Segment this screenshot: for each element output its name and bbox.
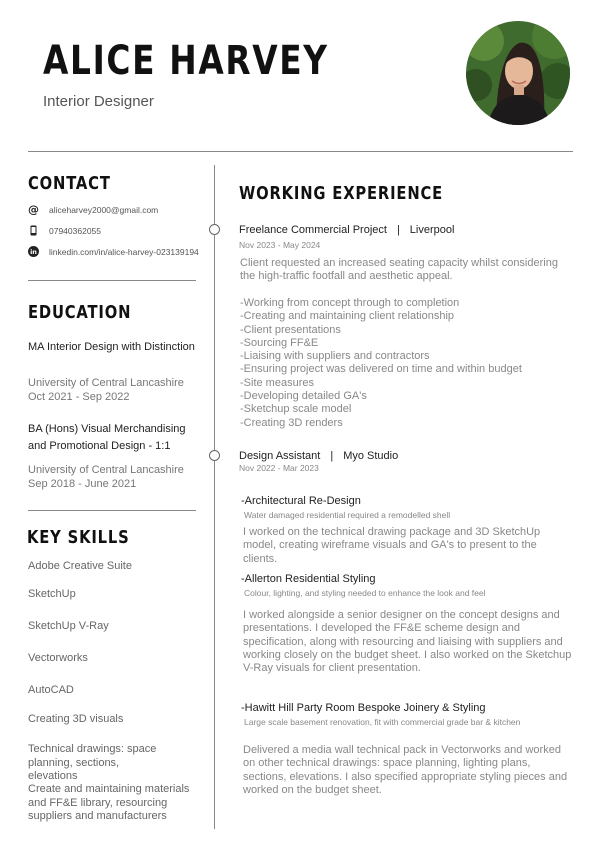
education-institution-2: University of Central Lancashire (28, 464, 184, 476)
project-title-2: -Allerton Residential Styling (241, 573, 376, 585)
skill-item: Technical drawings: space planning, sections, elevations (28, 743, 157, 782)
responsibility-item: -Sourcing FF&E (240, 336, 319, 349)
job-place: Liverpool (409, 224, 455, 236)
header-divider (28, 151, 573, 152)
svg-text:in: in (30, 248, 37, 256)
project-subtitle-2: Colour, lighting, and styling needed to enhance the look and feel (244, 588, 486, 598)
job-role: Design Assistant (239, 450, 321, 462)
timeline-node-1 (209, 224, 220, 235)
project-description-2: I worked alongside a senior designer on the concept designs and presentations. I developed the FF&E scheme design and specification, along with resourcing and liaising with suppliers and working closely on the budget sheet. I also worked on the Sketchup V-Ray visuals for client presentation. (243, 609, 572, 675)
job-dates-1: Nov 2023 - May 2024 (239, 240, 321, 250)
education-dates-1: Oct 2021 - Sep 2022 (28, 391, 130, 403)
profile-photo (466, 21, 570, 125)
contact-email-text: aliceharvey2000@gmail.com (49, 204, 159, 215)
skill-item: AutoCAD (28, 684, 74, 696)
education-dates-2: Sep 2018 - June 2021 (28, 478, 137, 490)
skill-item: SketchUp V-Ray (28, 620, 109, 632)
skill-item: Create and maintaining materials and FF&E library, resourcing suppliers and manufacturers (28, 783, 190, 822)
responsibility-item: -Working from concept through to completion (240, 297, 460, 309)
education-divider (28, 510, 196, 511)
contact-linkedin[interactable] (28, 246, 199, 257)
phone-icon (28, 225, 39, 236)
job-description-1: Client requested an increased seating capacity whilst considering the high-traffic footfall and aesthetic appeal. (240, 257, 558, 283)
contact-linkedin-text: linkedin.com/in/alice-harvey-023139194 (49, 246, 199, 257)
project-description-1: I worked on the technical drawing package and 3D SketchUp model, creating wireframe visuals and GA's to present to the clients. (243, 526, 541, 565)
education-degree-1: MA Interior Design with Distinction (28, 341, 195, 353)
contact-divider (28, 280, 196, 281)
job-separator: | (330, 450, 334, 462)
job-separator: | (396, 224, 400, 236)
job-role: Freelance Commercial Project (239, 224, 387, 236)
responsibility-item: -Sketchup scale model (240, 403, 352, 416)
contact-phone[interactable] (28, 225, 101, 236)
project-description-3: Delivered a media wall technical pack in Vectorworks and worked on other technical drawings: space planning, lighting plans, sections, elevations. I also specified appropriate styling pieces and worked on the budget sheet. (243, 744, 568, 796)
job-title-2 (239, 450, 398, 462)
contact-heading: CONTACT (28, 173, 111, 194)
linkedin-icon (28, 246, 39, 257)
skill-item: SketchUp (28, 588, 76, 600)
responsibility-item: -Creating 3D renders (240, 416, 343, 429)
responsibility-item: -Creating and maintaining client relationship (240, 310, 455, 323)
skills-heading: KEY SKILLS (27, 527, 130, 548)
candidate-role: Interior Designer (43, 93, 154, 110)
skill-item: Creating 3D visuals (28, 713, 124, 725)
education-heading: EDUCATION (28, 302, 132, 323)
candidate-name: ALICE HARVEY (43, 38, 329, 84)
job-place: Myo Studio (343, 450, 399, 462)
project-subtitle-1: Water damaged residential required a remodelled shell (244, 510, 451, 520)
timeline-node-2 (209, 450, 220, 461)
responsibility-item: -Ensuring project was delivered on time and within budget (240, 363, 522, 376)
project-subtitle-3: Large scale basement renovation, fit with commercial grade bar & kitchen (244, 717, 521, 727)
contact-phone-text: 07940362055 (49, 225, 102, 236)
timeline-line (214, 165, 215, 829)
project-title-3: -Hawitt Hill Party Room Bespoke Joinery & Styling (241, 702, 486, 714)
job-responsibilities-1 (240, 297, 522, 430)
skill-item: Vectorworks (28, 652, 88, 664)
job-dates-2: Nov 2022 - Mar 2023 (239, 463, 319, 473)
job-title-1 (239, 224, 454, 236)
responsibility-item: -Client presentations (240, 323, 341, 336)
project-title-1: -Architectural Re-Design (241, 495, 361, 507)
svg-text:@: @ (28, 204, 39, 215)
at-icon (28, 204, 39, 215)
contact-email[interactable] (28, 204, 158, 215)
education-degree-2: BA (Hons) Visual Merchandising and Promotional Design - 1:1 (28, 423, 186, 452)
responsibility-item: -Site measures (240, 376, 314, 389)
responsibility-item: -Developing detailed GA's (240, 390, 367, 403)
experience-heading: WORKING EXPERIENCE (239, 183, 444, 204)
education-institution-1: University of Central Lancashire (28, 377, 184, 389)
skill-item: Adobe Creative Suite (28, 560, 132, 572)
responsibility-item: -Liaising with suppliers and contractors (240, 350, 430, 363)
